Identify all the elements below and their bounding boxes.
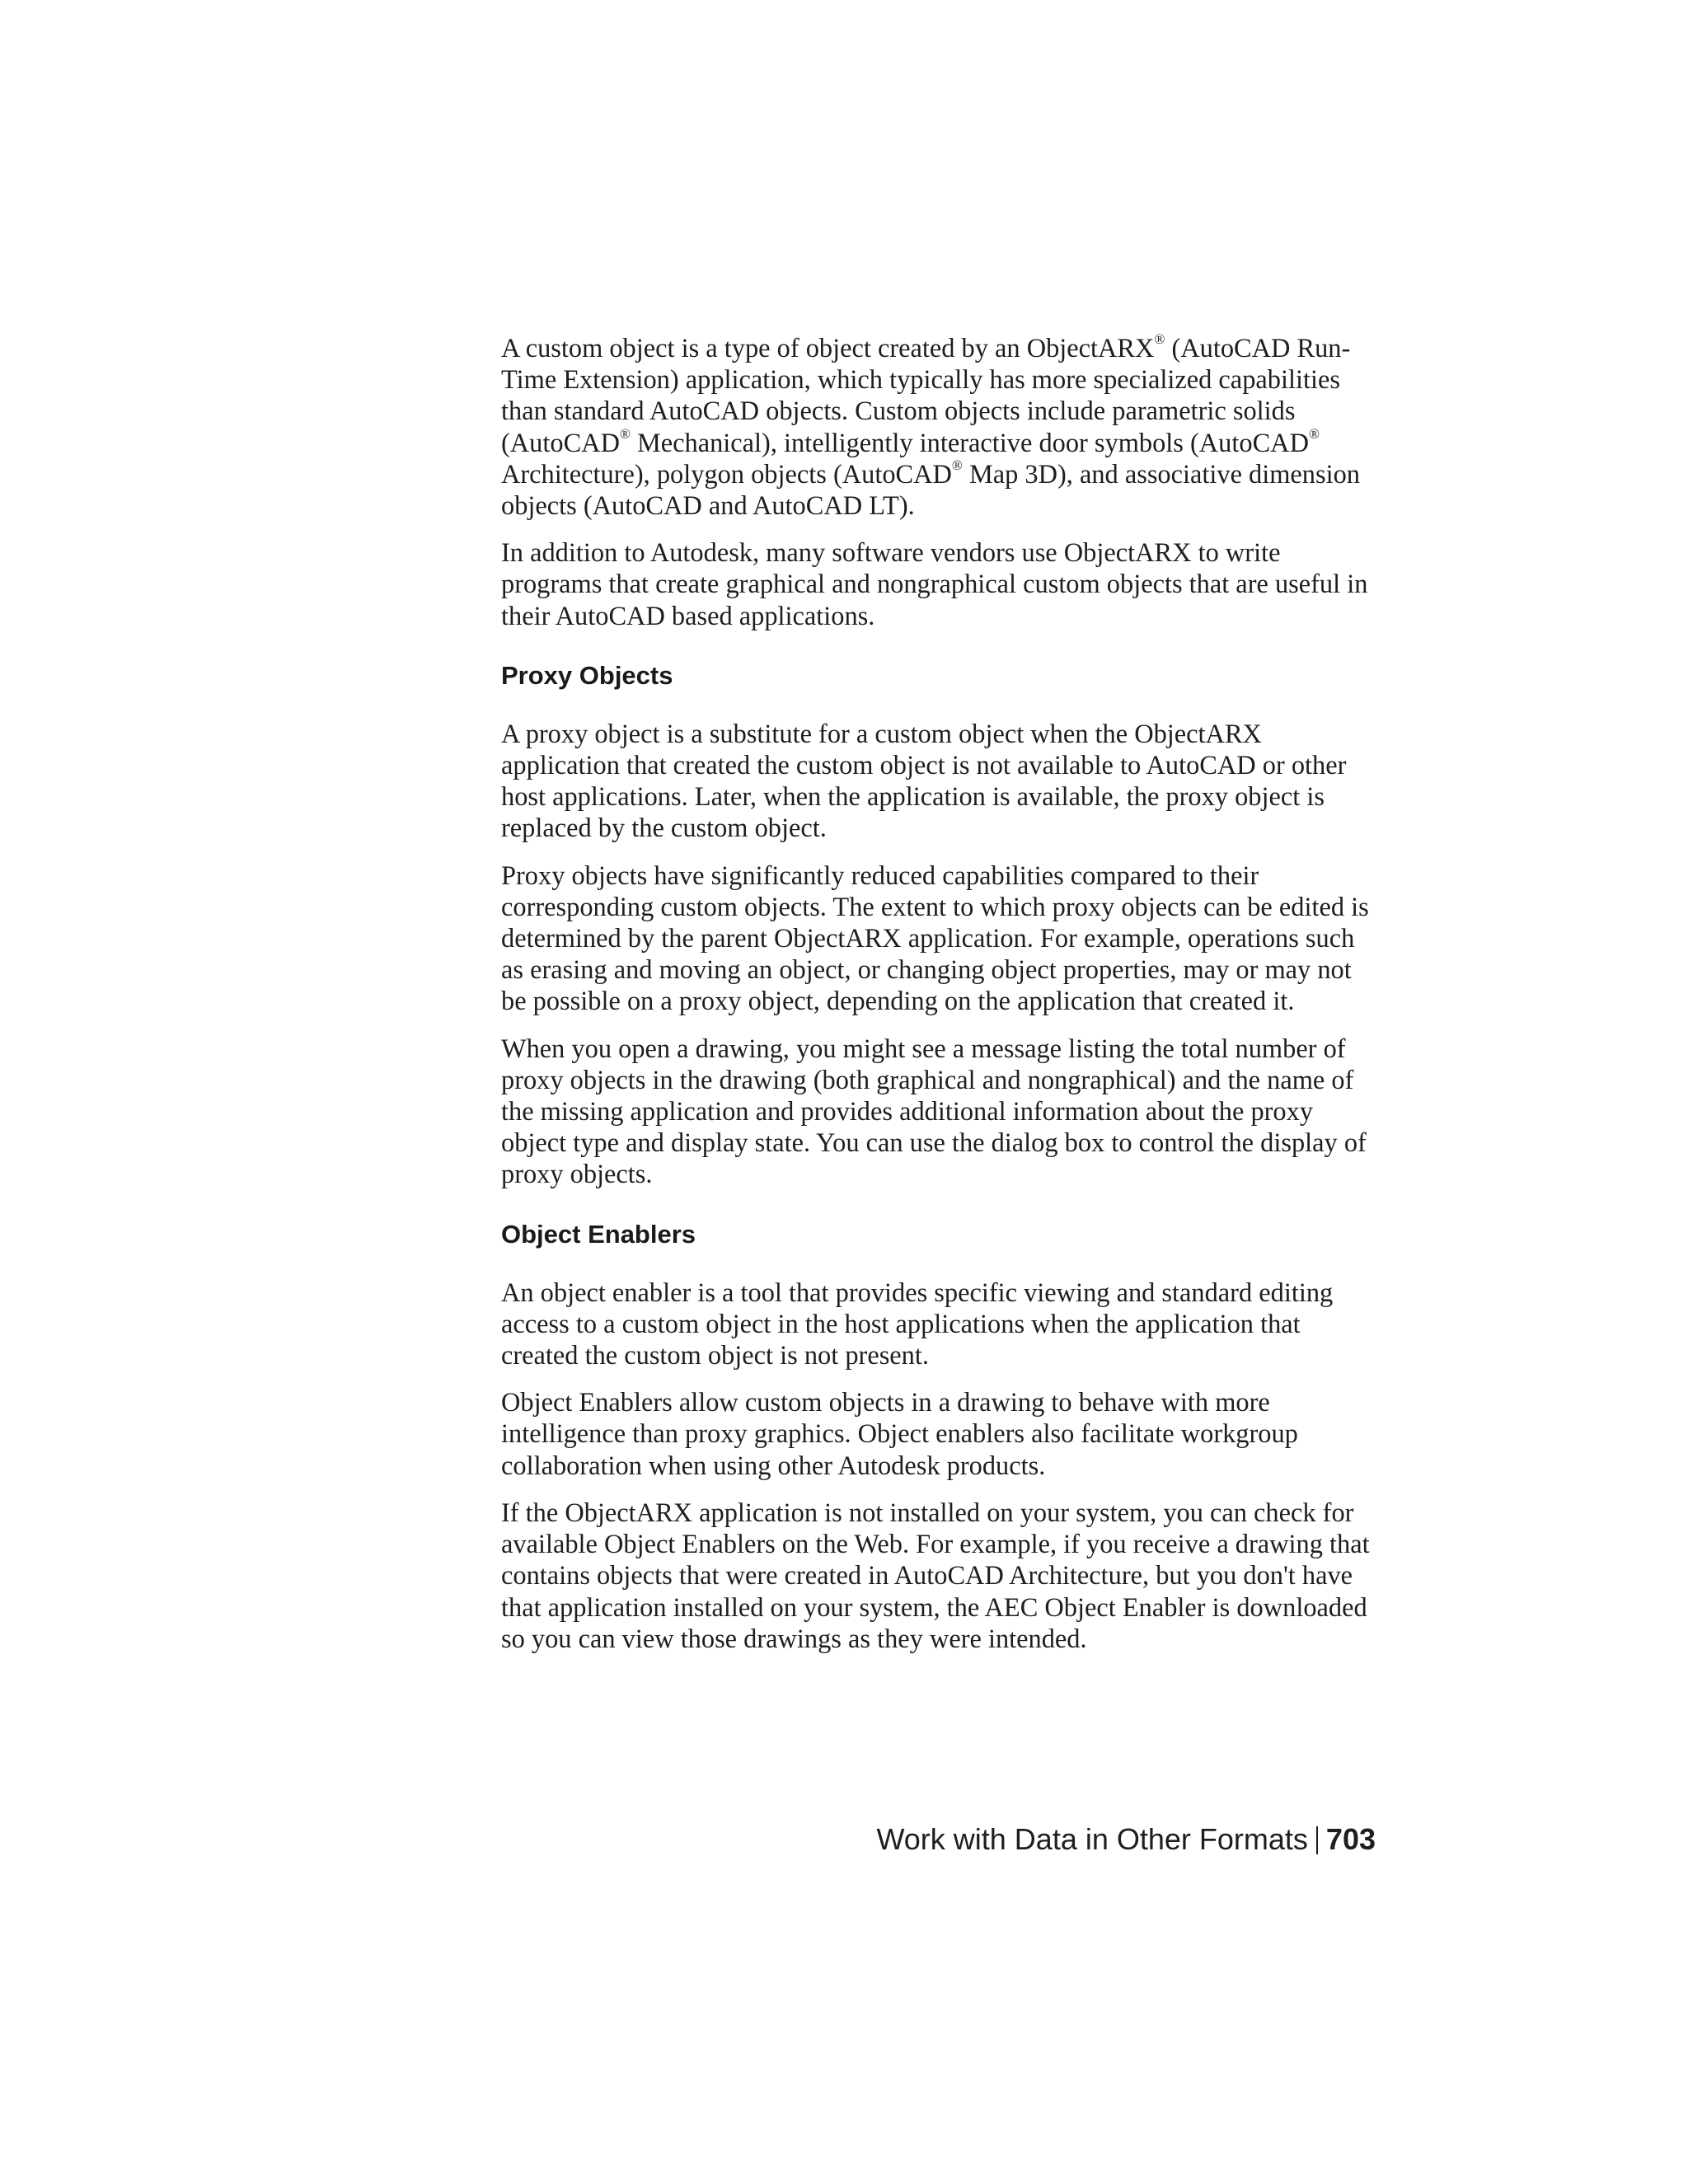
registered-mark: ®	[619, 425, 631, 442]
intro-paragraph-2: In addition to Autodesk, many software vendors use ObjectARX to write programs that create graphical and nongraphical custom objects that are useful in their AutoCAD based applications.	[501, 538, 1368, 631]
footer-divider	[1316, 1826, 1318, 1854]
footer-section-title: Work with Data in Other Formats	[876, 1822, 1308, 1856]
registered-mark: ®	[1308, 425, 1320, 442]
page-footer	[876, 1821, 1376, 1858]
page-content	[501, 333, 1376, 1671]
registered-mark: ®	[1154, 331, 1165, 348]
proxy-paragraph-1: A proxy object is a substitute for a custom object when the ObjectARX application that created the custom object is not available to AutoCAD or other host applications. Later, when the application is available, the proxy object is replaced by the custom object.	[501, 719, 1347, 844]
object-enablers-heading: Object Enablers	[501, 1219, 696, 1249]
enablers-paragraph-2: Object Enablers allow custom objects in a drawing to behave with more intelligence than proxy graphics. Object enablers also facilitate workgroup collaboration when using other Autodesk products.	[501, 1388, 1298, 1481]
registered-mark: ®	[951, 457, 963, 474]
proxy-paragraph-3: When you open a drawing, you might see a message listing the total number of proxy objects in the drawing (both graphical and nongraphical) and the name of the missing application and provides additional information about the proxy object type and display state. You can use the dialog box to control the display of proxy objects.	[501, 1033, 1367, 1190]
page-number: 703	[1325, 1822, 1376, 1856]
intro-paragraph-1: A custom object is a type of object created by an ObjectARX® (AutoCAD Run-Time Extension) application, which typically has more specialized capabilities than standard AutoCAD objects. Custom objects include parametric solids (AutoCAD® Mechanical), intelligently interactive door symbols (AutoCAD® Architecture), polygon objects (AutoCAD® Map 3D), and associative dimension objects (AutoCAD and AutoCAD LT).	[501, 331, 1361, 522]
enablers-paragraph-3: If the ObjectARX application is not installed on your system, you can check for available Object Enablers on the Web. For example, if you receive a drawing that contains objects that were created in AutoCAD Architecture, but you don't have that application installed on your system, the AEC Object Enabler is downloaded so you can view those drawings as they were intended.	[501, 1497, 1370, 1654]
enablers-paragraph-1: An object enabler is a tool that provides specific viewing and standard editing access to a custom object in the host applications when the application that created the custom object is not present.	[501, 1277, 1334, 1371]
proxy-paragraph-2: Proxy objects have significantly reduced capabilities compared to their corresponding custom objects. The extent to which proxy objects can be edited is determined by the parent ObjectARX application. For example, operations such as erasing and moving an object, or changing object properties, may or may not be possible on a proxy object, depending on the application that created it.	[501, 860, 1369, 1017]
proxy-objects-heading: Proxy Objects	[501, 660, 673, 690]
